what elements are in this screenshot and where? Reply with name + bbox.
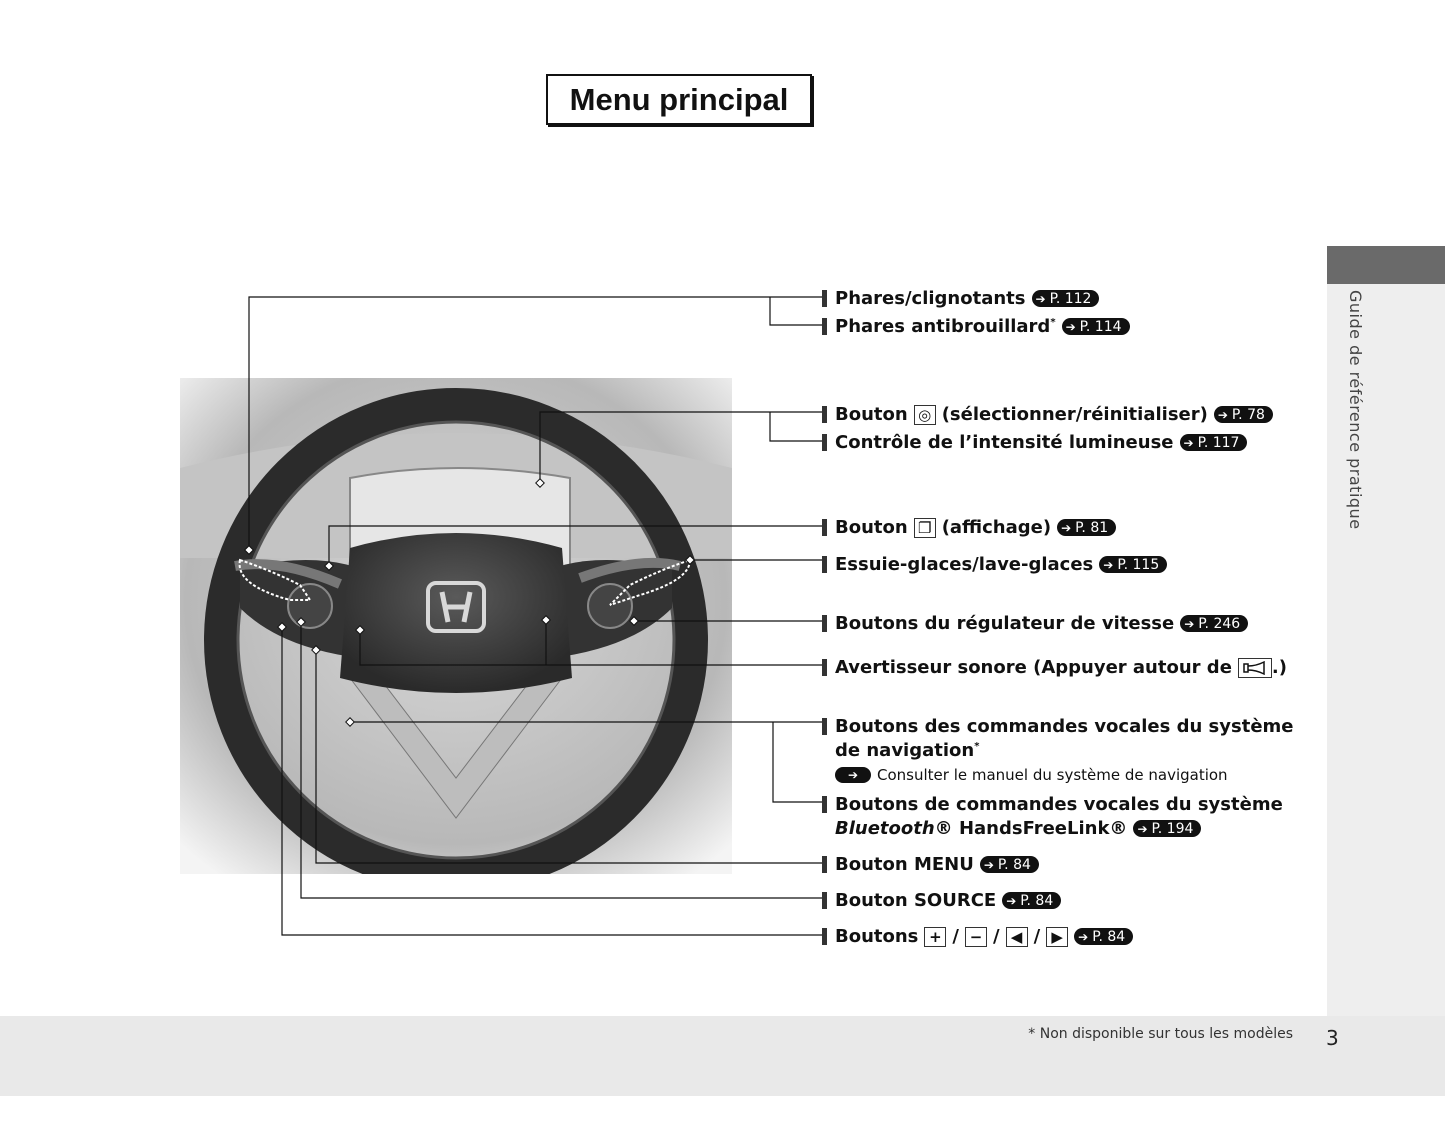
arrow-icon: ➔: [1183, 435, 1194, 450]
page-ref-115[interactable]: ➔ P. 115: [1099, 556, 1167, 573]
side-strip: [1327, 284, 1445, 1018]
page-ref-78[interactable]: ➔ P. 78: [1214, 406, 1273, 423]
label-vocales-bt-line2: Bluetooth® HandsFreeLink® ➔ P. 194: [835, 818, 1201, 839]
label-bouton-menu: Bouton MENU ➔ P. 84: [822, 854, 1039, 875]
page-title: Menu principal: [546, 74, 812, 125]
page-ref-246[interactable]: ➔ P. 246: [1180, 615, 1248, 632]
arrow-icon: ➔: [1006, 893, 1017, 908]
triangle-left-icon: ◀: [1006, 927, 1028, 947]
label-bouton-select: Bouton ◎ (sélectionner/réinitialiser) ➔ P. 78: [822, 404, 1273, 425]
arrow-icon: ➔: [1184, 616, 1195, 631]
label-phares: [822, 288, 1099, 309]
label-intensite: Contrôle de l’intensité lumineuse ➔ P. 117: [822, 432, 1247, 453]
steering-wheel-illustration: [180, 378, 732, 874]
display-pages-icon: ❐: [914, 518, 936, 538]
label-antibrouillard-text: Phares antibrouillard: [835, 316, 1051, 337]
label-boutons-volume: Boutons + / − / ◀ / ▶ ➔ P. 84: [822, 926, 1133, 947]
label-phares-text: Phares/clignotants: [835, 288, 1026, 309]
page-ref-84-menu[interactable]: ➔ P. 84: [980, 856, 1039, 873]
horn-icon: [1238, 658, 1272, 678]
plus-icon: +: [924, 927, 946, 947]
page-ref-81[interactable]: ➔ P. 81: [1057, 519, 1116, 536]
steering-wheel-image: [180, 378, 732, 874]
label-bouton-source: Bouton SOURCE ➔ P. 84: [822, 890, 1061, 911]
label-regulateur: Boutons du régulateur de vitesse ➔ P. 246: [822, 613, 1248, 634]
label-vocales-nav-line2: de navigation*: [835, 740, 980, 761]
page-ref-114[interactable]: ➔ P. 114: [1062, 318, 1130, 335]
page-ref-84-source[interactable]: ➔ P. 84: [1002, 892, 1061, 909]
label-vocales-bt: Boutons de commandes vocales du système: [822, 794, 1283, 815]
nav-manual-note: ➔ Consulter le manuel du système de navigation: [835, 766, 1228, 784]
arrow-icon: ➔: [1061, 520, 1072, 535]
arrow-icon: ➔: [983, 857, 994, 872]
arrow-pill-icon: ➔: [835, 767, 871, 783]
minus-icon: −: [965, 927, 987, 947]
arrow-icon: ➔: [1137, 821, 1148, 836]
arrow-icon: ➔: [1078, 929, 1089, 944]
page-number: 3: [1326, 1026, 1339, 1050]
triangle-right-icon: ▶: [1046, 927, 1068, 947]
footnote: * Non disponible sur tous les modèles: [1028, 1026, 1293, 1042]
arrow-icon: ➔: [1217, 407, 1228, 422]
page-ref-84-boutons[interactable]: ➔ P. 84: [1074, 928, 1133, 945]
label-antibrouillard: Phares antibrouillard* ➔ P. 114: [822, 316, 1130, 337]
arrow-icon: ➔: [1035, 291, 1046, 306]
label-avertisseur: Avertisseur sonore (Appuyer autour de .): [822, 657, 1287, 678]
speedometer-icon: ◎: [914, 405, 936, 425]
label-essuie-glaces: Essuie-glaces/lave-glaces ➔ P. 115: [822, 554, 1167, 575]
side-tab-marker: [1327, 246, 1445, 284]
page-ref-112[interactable]: ➔ P. 112: [1032, 290, 1100, 307]
arrow-icon: ➔: [1065, 319, 1076, 334]
page-ref-117[interactable]: ➔ P. 117: [1180, 434, 1248, 451]
page-ref-194[interactable]: ➔ P. 194: [1133, 820, 1201, 837]
label-vocales-nav: Boutons des commandes vocales du système: [822, 716, 1294, 737]
side-label: Guide de référence pratique: [1346, 290, 1365, 530]
label-bouton-affichage: Bouton ❐ (affichage) ➔ P. 81: [822, 517, 1116, 538]
arrow-icon: ➔: [1103, 557, 1114, 572]
